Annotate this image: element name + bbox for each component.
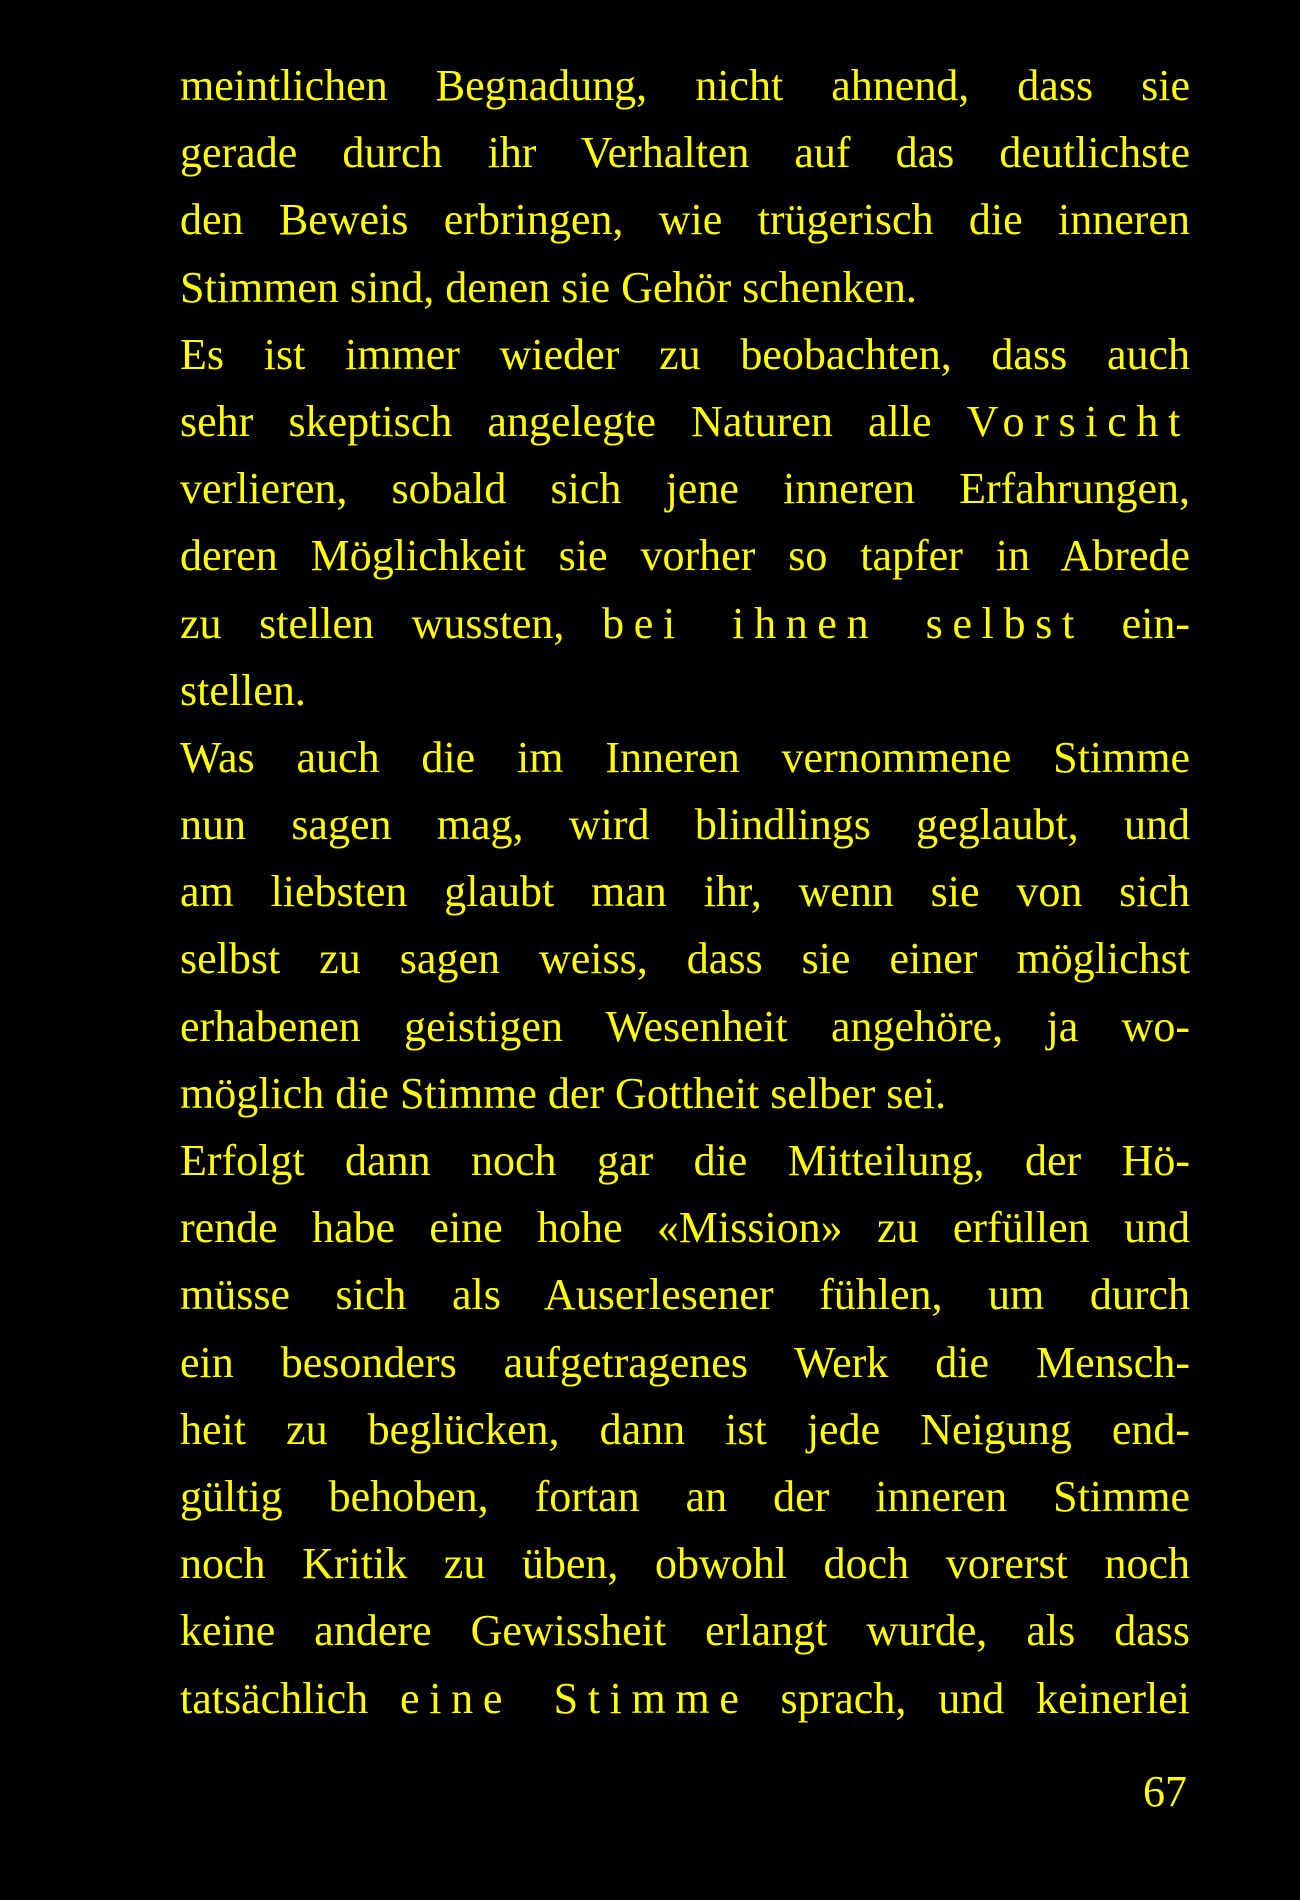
text-line xyxy=(180,1463,1190,1530)
text-segment: verlieren, sobald sich jene inneren Erfahrungen, xyxy=(180,464,1190,514)
text-segment: Es ist immer wieder zu beobachten, dass auch xyxy=(180,329,1190,379)
text-line xyxy=(180,1597,1190,1664)
text-segment: noch Kritik zu üben, obwohl doch vorerst noch xyxy=(180,1539,1190,1589)
text-segment: deren Möglichkeit sie vorher so tapfer in Abrede xyxy=(180,531,1190,581)
emphasized-text: eine Stimme xyxy=(400,1673,749,1723)
text-segment: Stimmen sind, denen sie Gehör schenken. xyxy=(180,262,917,312)
text-segment: Was auch die im Inneren vernommene Stimme xyxy=(180,732,1190,782)
text-line xyxy=(180,388,1190,455)
page-number: 67 xyxy=(1143,1767,1187,1816)
text-segment: keine andere Gewissheit erlangt wurde, als dass xyxy=(180,1606,1190,1656)
body-text xyxy=(180,52,1190,1732)
text-segment: den Beweis erbringen, wie trügerisch die inneren xyxy=(180,195,1190,245)
text-line xyxy=(180,119,1190,186)
text-segment: rende habe eine hohe «Mission» zu erfüllen und xyxy=(180,1203,1190,1253)
text-line xyxy=(180,657,1190,724)
emphasized-text: bei ihnen selbst xyxy=(602,598,1084,648)
text-line xyxy=(180,522,1190,589)
text-line xyxy=(180,1530,1190,1597)
text-line xyxy=(180,1665,1190,1732)
text-line xyxy=(180,1060,1190,1127)
text-segment: ein- xyxy=(1083,598,1190,648)
text-line xyxy=(180,455,1190,522)
text-segment: erhabenen geistigen Wesenheit angehöre, ja wo- xyxy=(180,1001,1190,1051)
text-segment: tatsächlich xyxy=(180,1673,401,1723)
text-segment: am liebsten glaubt man ihr, wenn sie von sich xyxy=(180,867,1190,917)
text-segment: gültig behoben, fortan an der inneren Stimme xyxy=(180,1471,1190,1521)
text-segment: gerade durch ihr Verhalten auf das deutlichste xyxy=(180,128,1190,178)
text-line xyxy=(180,1329,1190,1396)
text-line xyxy=(180,858,1190,925)
text-line xyxy=(180,186,1190,253)
text-segment: nun sagen mag, wird blindlings geglaubt, und xyxy=(180,800,1190,850)
text-line xyxy=(180,993,1190,1060)
text-line xyxy=(180,254,1190,321)
text-line xyxy=(180,791,1190,858)
text-segment: ein besonders aufgetragenes Werk die Mensch- xyxy=(180,1337,1190,1387)
emphasized-text: Vorsicht xyxy=(966,396,1190,446)
text-segment: möglich die Stimme der Gottheit selber sei. xyxy=(180,1068,947,1118)
text-segment: stellen. xyxy=(180,665,306,715)
text-segment: sprach, und keinerlei xyxy=(748,1673,1190,1723)
text-line xyxy=(180,724,1190,791)
text-segment: heit zu beglücken, dann ist jede Neigung end- xyxy=(180,1404,1190,1454)
text-line xyxy=(180,321,1190,388)
text-segment: zu stellen wussten, xyxy=(180,598,603,648)
text-line xyxy=(180,1194,1190,1261)
text-segment: meintlichen Begnadung, nicht ahnend, dass sie xyxy=(180,61,1190,110)
text-line xyxy=(180,52,1190,119)
text-line xyxy=(180,590,1190,657)
text-segment: sehr skeptisch angelegte Naturen alle xyxy=(180,396,967,446)
text-segment: selbst zu sagen weiss, dass sie einer möglichst xyxy=(180,934,1190,984)
text-segment: Erfolgt dann noch gar die Mitteilung, der Hö- xyxy=(180,1136,1190,1185)
text-segment: müsse sich als Auserlesener fühlen, um durch xyxy=(180,1270,1190,1320)
text-line xyxy=(180,1127,1190,1194)
text-line xyxy=(180,1261,1190,1328)
text-line xyxy=(180,1396,1190,1463)
text-line xyxy=(180,925,1190,992)
